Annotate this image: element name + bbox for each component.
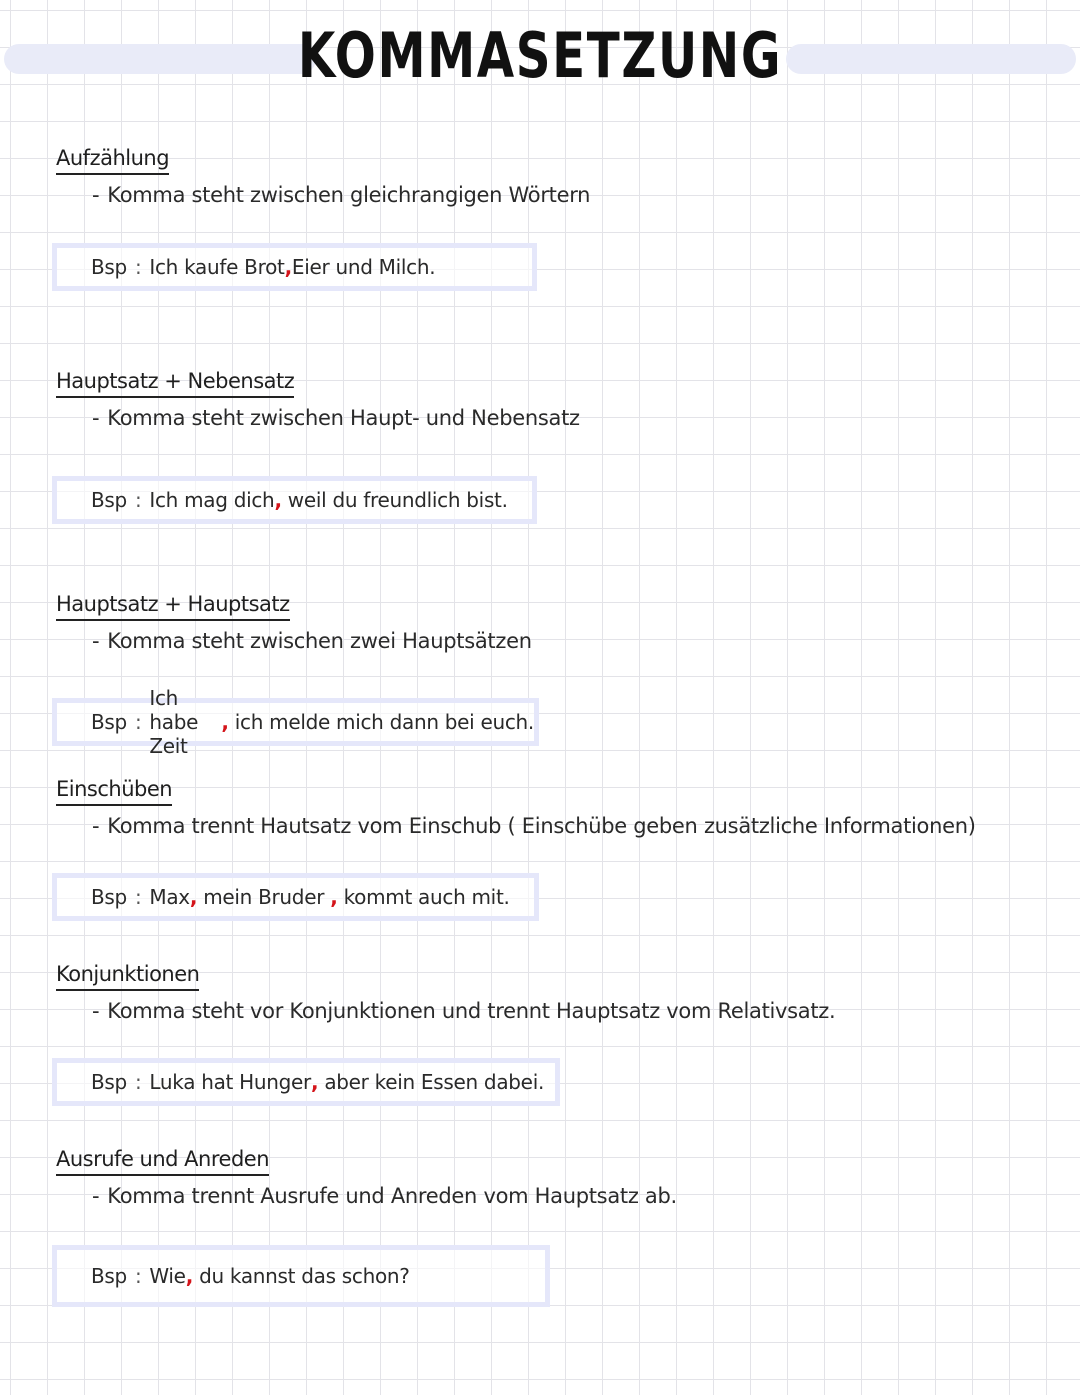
section-ausrufe-anreden xyxy=(56,1147,1036,1208)
example-text-end: du kannst das schon? xyxy=(193,1264,410,1288)
comma-mark: , xyxy=(310,1070,319,1094)
page-title: KOMMASETZUNG xyxy=(297,19,783,92)
example-box: Bsp : Ich kaufe Brot , Eier und Milch. xyxy=(52,243,537,291)
section-aufzaehlung xyxy=(56,146,1036,207)
section-heading: Hauptsatz + Hauptsatz xyxy=(56,592,290,621)
example-label: Bsp xyxy=(91,710,127,734)
comma-mark: , xyxy=(284,255,292,279)
section-hauptsatz-nebensatz xyxy=(56,369,1036,430)
example-text-start: Luka hat Hunger xyxy=(149,1070,311,1094)
example-box: Bsp : Max , mein Bruder , kommt auch mit. xyxy=(52,873,539,921)
example-text-end: kommt auch mit. xyxy=(337,885,510,909)
example-text-start: Ich habe Zeit xyxy=(149,686,199,758)
example-label: Bsp xyxy=(91,1070,127,1094)
comma-mark: , xyxy=(189,885,198,909)
example-text-end: aber kein Essen dabei. xyxy=(318,1070,545,1094)
section-einschueben xyxy=(56,777,1036,838)
example-box: Bsp : Ich mag dich , weil du freundlich bist. xyxy=(52,476,537,524)
comma-mark: , xyxy=(274,488,282,512)
example-text-start: Wie xyxy=(149,1264,186,1288)
example-label: Bsp xyxy=(91,885,127,909)
example-text-middle: mein Bruder xyxy=(197,885,331,909)
section-rule: - Komma steht zwischen Haupt- und Nebensatz xyxy=(92,406,580,431)
section-heading: Hauptsatz + Nebensatz xyxy=(56,369,294,398)
example-box: Bsp : Luka hat Hunger , aber kein Essen dabei. xyxy=(52,1058,560,1106)
example-text-start: Ich kaufe Brot xyxy=(149,255,285,279)
example-box: Bsp : Ich habe Zeit , ich melde mich dann bei euch. xyxy=(52,698,539,746)
comma-mark-second: , xyxy=(330,885,338,909)
section-rule: - Komma steht zwischen zwei Hauptsätzen xyxy=(92,629,532,654)
section-rule: - Komma trennt Hautsatz vom Einschub ( Einschübe geben zusätzliche Informationen) xyxy=(92,814,976,839)
example-box: Bsp : Wie , du kannst das schon? xyxy=(52,1245,550,1307)
example-text-start: Max xyxy=(149,885,190,909)
comma-mark: , xyxy=(221,710,229,734)
section-heading: Aufzählung xyxy=(56,146,169,175)
example-text-end: weil du freundlich bist. xyxy=(281,488,508,512)
example-text-start: Ich mag dich xyxy=(149,488,275,512)
section-hauptsatz-hauptsatz xyxy=(56,592,1036,653)
section-heading: Einschüben xyxy=(56,777,172,806)
section-konjunktionen xyxy=(56,962,1036,1023)
example-label: Bsp xyxy=(91,488,127,512)
section-heading: Ausrufe und Anreden xyxy=(56,1147,269,1176)
comma-mark: , xyxy=(185,1264,194,1288)
section-rule: - Komma steht vor Konjunktionen und trennt Hauptsatz vom Relativsatz. xyxy=(92,999,836,1024)
example-text-end: ich melde mich dann bei euch. xyxy=(228,710,534,734)
example-label: Bsp xyxy=(91,255,127,279)
example-text-end: Eier und Milch. xyxy=(291,255,436,279)
section-rule: - Komma steht zwischen gleichrangigen Wörtern xyxy=(92,183,591,208)
section-rule: - Komma trennt Ausrufe und Anreden vom Hauptsatz ab. xyxy=(92,1184,677,1209)
example-label: Bsp xyxy=(91,1264,127,1288)
section-heading: Konjunktionen xyxy=(56,962,199,991)
